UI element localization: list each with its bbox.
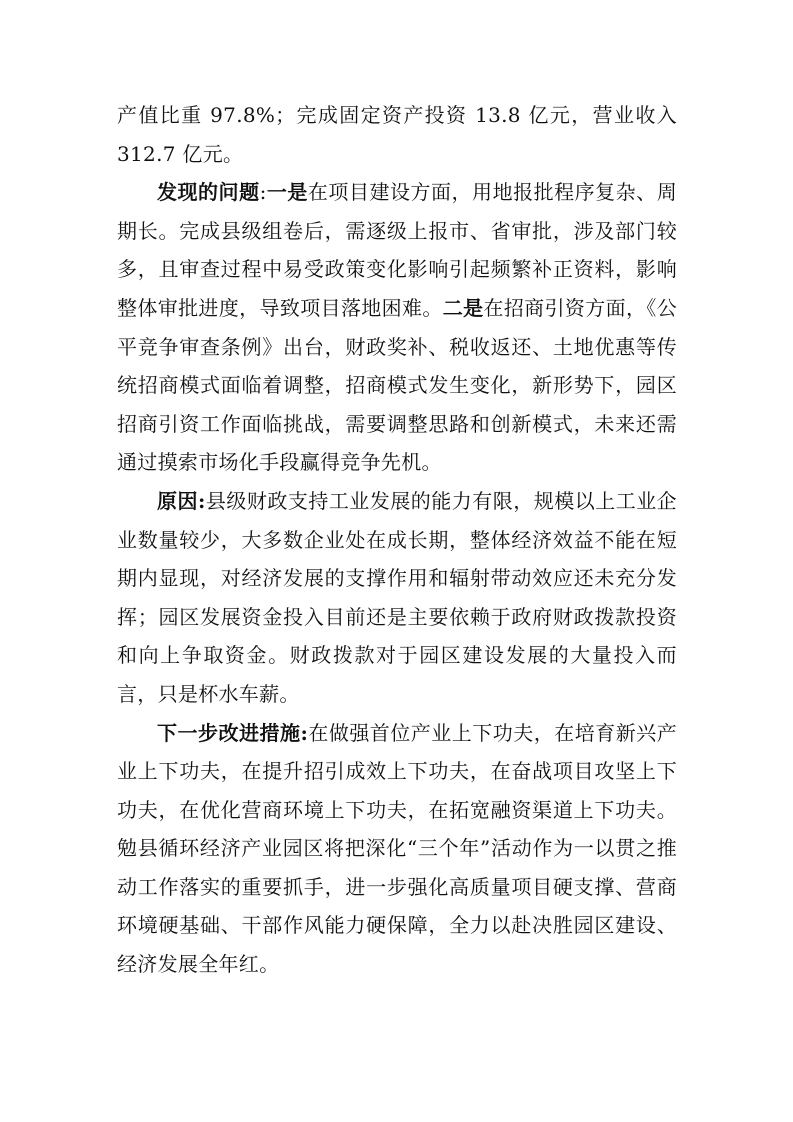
next-steps-text: 在做强首位产业上下功夫，在培育新兴产业上下功夫，在提升招引成效上下功夫，在奋战项目攻坚上下功夫，在优化营商环境上下功夫，在拓宽融资渠道上下功夫。勉县循环经济产业园区将把深化“三个年”活动作为一以贯之推动工作落实的重要抓手，进一步强化高质量项目硬支撑、营商环境硬基础、干部作风能力硬保障，全力以赴决胜园区建设、经济发展全年红。 xyxy=(117,720,677,977)
first-point-text: 在项目建设方面，用地报批程序复杂、周期长。完成县级组卷后，需逐级上报市、省审批，涉及部门较多，且审查过程中易受政策变化影响引起频繁补正资料，影响整体审批进度，导致项目落地困难。 xyxy=(117,180,678,320)
first-point-label: 一是 xyxy=(266,180,308,205)
problems-colon: : xyxy=(259,180,267,205)
paragraph-problems xyxy=(117,173,677,482)
causes-heading: 原因: xyxy=(157,488,206,513)
paragraph-next-steps xyxy=(117,714,677,984)
paragraph-text: 产值比重 97.8%；完成固定资产投资 13.8 亿元，营业收入 312.7 亿元。 xyxy=(117,103,677,166)
problems-heading: 发现的问题 xyxy=(157,180,260,205)
second-point-text: 在招商引资方面，《公平竞争审查条例》出台，财政奖补、税收返还、土地优惠等传统招商模式面临着调整，招商模式发生变化，新形势下，园区招商引资工作面临挑战，需要调整思路和创新模式，未来还需通过摸索市场化手段赢得竞争先机。 xyxy=(117,295,677,475)
document-body xyxy=(117,96,677,984)
causes-text: 县级财政支持工业发展的能力有限，规模以上工业企业数量较少，大多数企业处在成长期，整体经济效益不能在短期内显现，对经济发展的支撑作用和辐射带动效应还未充分发挥；园区发展资金投入目前还是主要依赖于政府财政拨款投资和向上争取资金。财政拨款对于园区建设发展的大量投入而言，只是杯水车薪。 xyxy=(117,488,677,706)
paragraph-output-summary xyxy=(117,96,677,173)
paragraph-causes xyxy=(117,482,677,714)
next-steps-heading: 下一步改进措施: xyxy=(157,720,309,745)
second-point-label: 二是 xyxy=(442,295,484,320)
